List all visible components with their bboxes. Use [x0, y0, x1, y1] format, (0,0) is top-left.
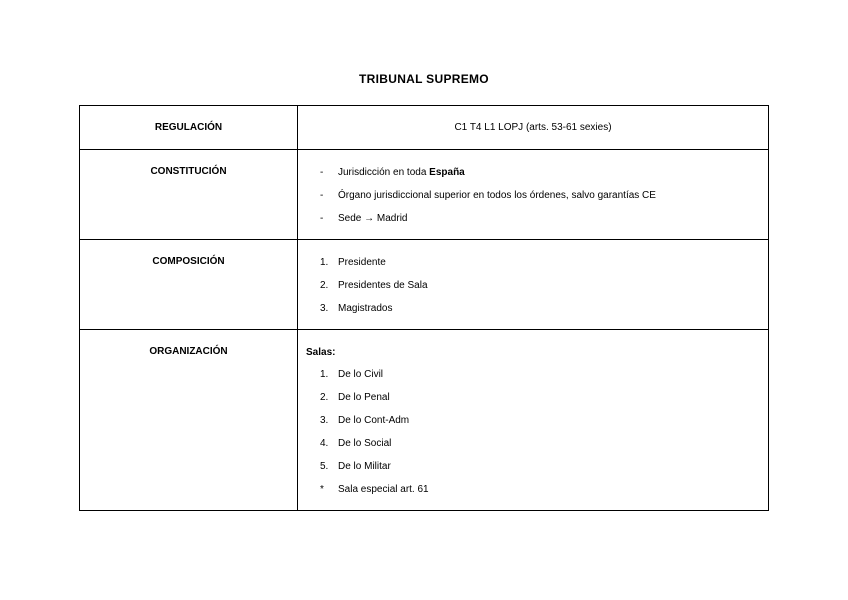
- list-item: [320, 391, 768, 414]
- list-item: [320, 189, 768, 212]
- list-item-text: Órgano jurisdiccional superior en todos los órdenes, salvo garantías CE: [338, 190, 656, 201]
- list-item-text: Presidentes de Sala: [338, 280, 428, 291]
- constitucion-list: [320, 166, 768, 235]
- list-marker: -: [320, 167, 324, 178]
- composicion-label-cell: [80, 240, 298, 330]
- composicion-list: [320, 256, 768, 325]
- list-marker: 1.: [320, 257, 329, 268]
- list-marker: 3.: [320, 415, 329, 426]
- list-item: [320, 256, 768, 279]
- list-item-text: Sede → Madrid: [338, 213, 408, 224]
- list-item-text: De lo Cont-Adm: [338, 415, 410, 426]
- list-item: [320, 279, 768, 302]
- organizacion-value-cell: [298, 330, 769, 511]
- constitucion-value-cell: [298, 150, 769, 240]
- composicion-label: COMPOSICIÓN: [152, 256, 225, 267]
- regulacion-value-cell: [298, 106, 769, 150]
- list-item: [320, 437, 768, 460]
- constitucion-label-cell: [80, 150, 298, 240]
- list-item: [320, 302, 768, 325]
- list-item: [320, 483, 768, 506]
- list-item: [320, 166, 768, 189]
- list-marker: 2.: [320, 392, 329, 403]
- list-item: [320, 368, 768, 391]
- organizacion-label: ORGANIZACIÓN: [149, 346, 228, 357]
- list-marker: 4.: [320, 438, 329, 449]
- list-item-text-bold: España: [429, 167, 465, 178]
- list-marker: 3.: [320, 303, 329, 314]
- list-item-text: Presidente: [338, 257, 386, 268]
- tribunal-supremo-table: [79, 105, 769, 511]
- organizacion-label-cell: [80, 330, 298, 511]
- list-item: [320, 460, 768, 483]
- list-marker: 2.: [320, 280, 329, 291]
- list-marker: 5.: [320, 461, 329, 472]
- list-marker: *: [320, 484, 324, 495]
- row-constitucion: [80, 150, 769, 240]
- regulacion-label: REGULACIÓN: [154, 122, 223, 133]
- salas-heading: Salas:: [306, 347, 336, 358]
- list-item-text: [338, 166, 465, 189]
- list-item-text-plain: Jurisdicción en toda: [338, 167, 430, 178]
- list-item: [320, 414, 768, 437]
- list-item-text: Magistrados: [338, 303, 393, 314]
- regulacion-value: C1 T4 L1 LOPJ (arts. 53-61 sexies): [454, 122, 612, 133]
- list-item-text: De lo Militar: [338, 461, 391, 472]
- list-item-text: De lo Civil: [338, 369, 384, 380]
- constitucion-label: CONSTITUCIÓN: [150, 166, 227, 177]
- list-marker: -: [320, 190, 324, 201]
- row-organizacion: [80, 330, 769, 511]
- list-item: [320, 212, 768, 235]
- salas-list: [320, 368, 768, 506]
- list-item-text: De lo Social: [338, 438, 392, 449]
- regulacion-label-cell: [80, 106, 298, 150]
- list-marker: -: [320, 213, 324, 224]
- list-item-text: Sala especial art. 61: [338, 484, 429, 495]
- row-composicion: [80, 240, 769, 330]
- row-regulacion: [80, 106, 769, 150]
- composicion-value-cell: [298, 240, 769, 330]
- list-marker: 1.: [320, 369, 329, 380]
- list-item-text: De lo Penal: [338, 392, 390, 403]
- document-title: TRIBUNAL SUPREMO: [359, 72, 489, 86]
